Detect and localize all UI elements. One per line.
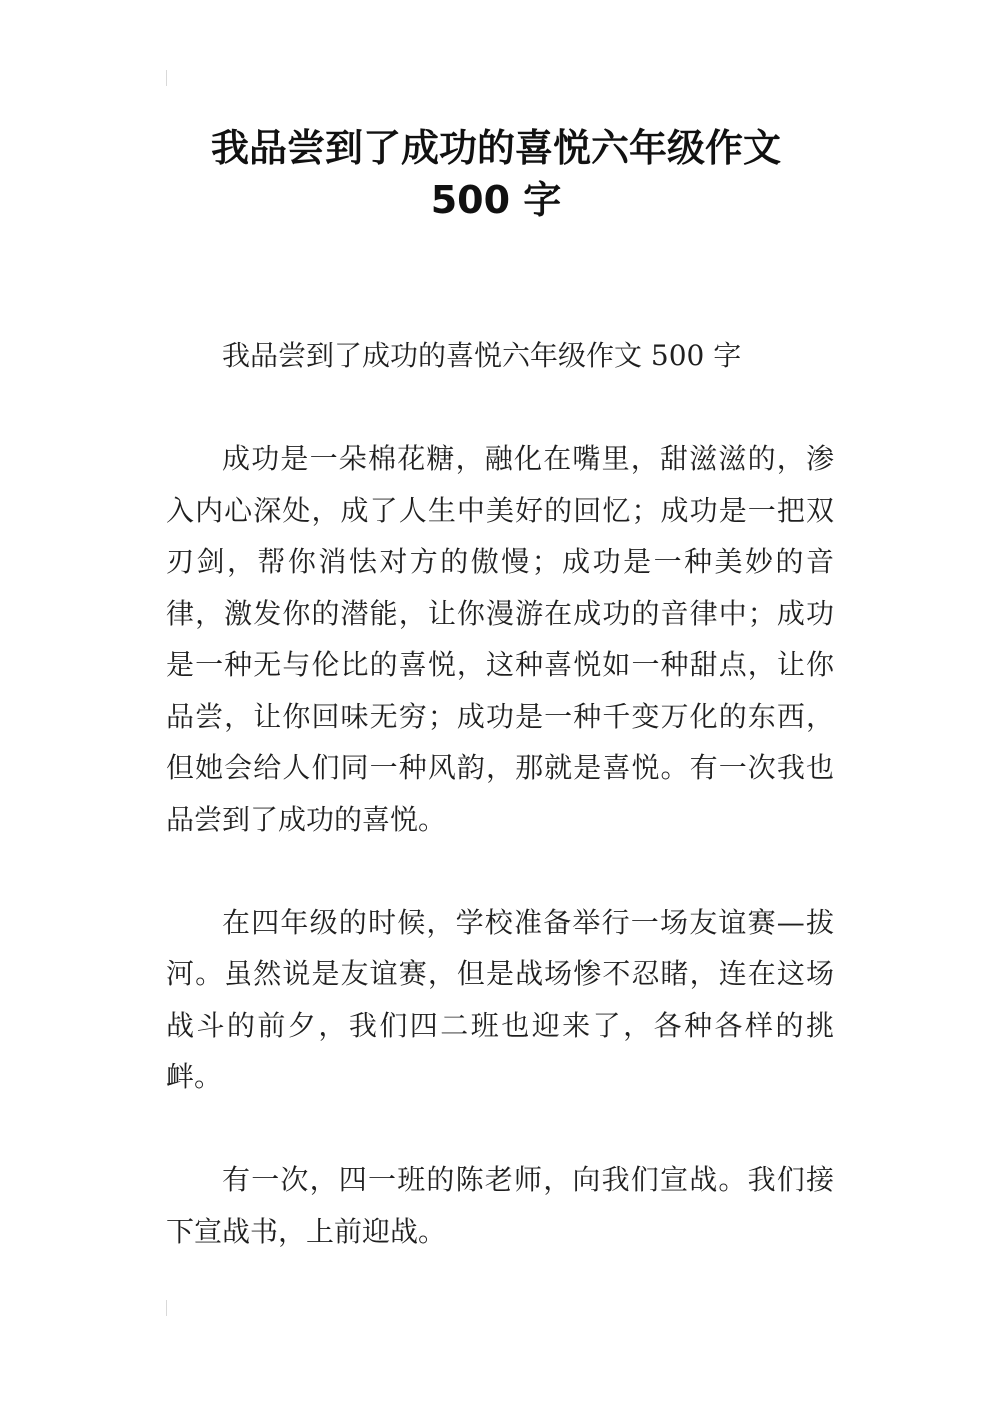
paragraph-1: 成功是一朵棉花糖，融化在嘴里，甜滋滋的，渗入内心深处，成了人生中美好的回忆；成功是一把双刃剑，帮你消怯对方的傲慢；成功是一种美妙的音律，激发你的潜能，让你漫游在成功的音律中；成功是一种无与伦比的喜悦，这种喜悦如一种甜点，让你品尝，让你回味无穷；成功是一种千变万化的东西，但她会给人们同一种风韵，那就是喜悦。有一次我也品尝到了成功的喜悦。 — [166, 442, 834, 836]
document-body — [166, 330, 834, 1257]
paragraph-3: 有一次，四一班的陈老师，向我们宣战。我们接下宣战书，上前迎战。 — [166, 1163, 834, 1248]
paragraph-2: 在四年级的时候，学校准备举行一场友谊赛—拔河。虽然说是友谊赛，但是战场惨不忍睹，连在这场战斗的前夕，我们四二班也迎来了，各种各样的挑衅。 — [166, 905, 834, 1093]
margin-mark-top — [166, 70, 167, 86]
document-title — [100, 122, 892, 226]
document-subtitle: 我品尝到了成功的喜悦六年级作文 500 字 — [222, 339, 742, 372]
title-line-2: 500 字 — [430, 178, 562, 222]
margin-mark-bottom — [166, 1300, 167, 1316]
title-line-1: 我品尝到了成功的喜悦六年级作文 — [210, 126, 781, 170]
